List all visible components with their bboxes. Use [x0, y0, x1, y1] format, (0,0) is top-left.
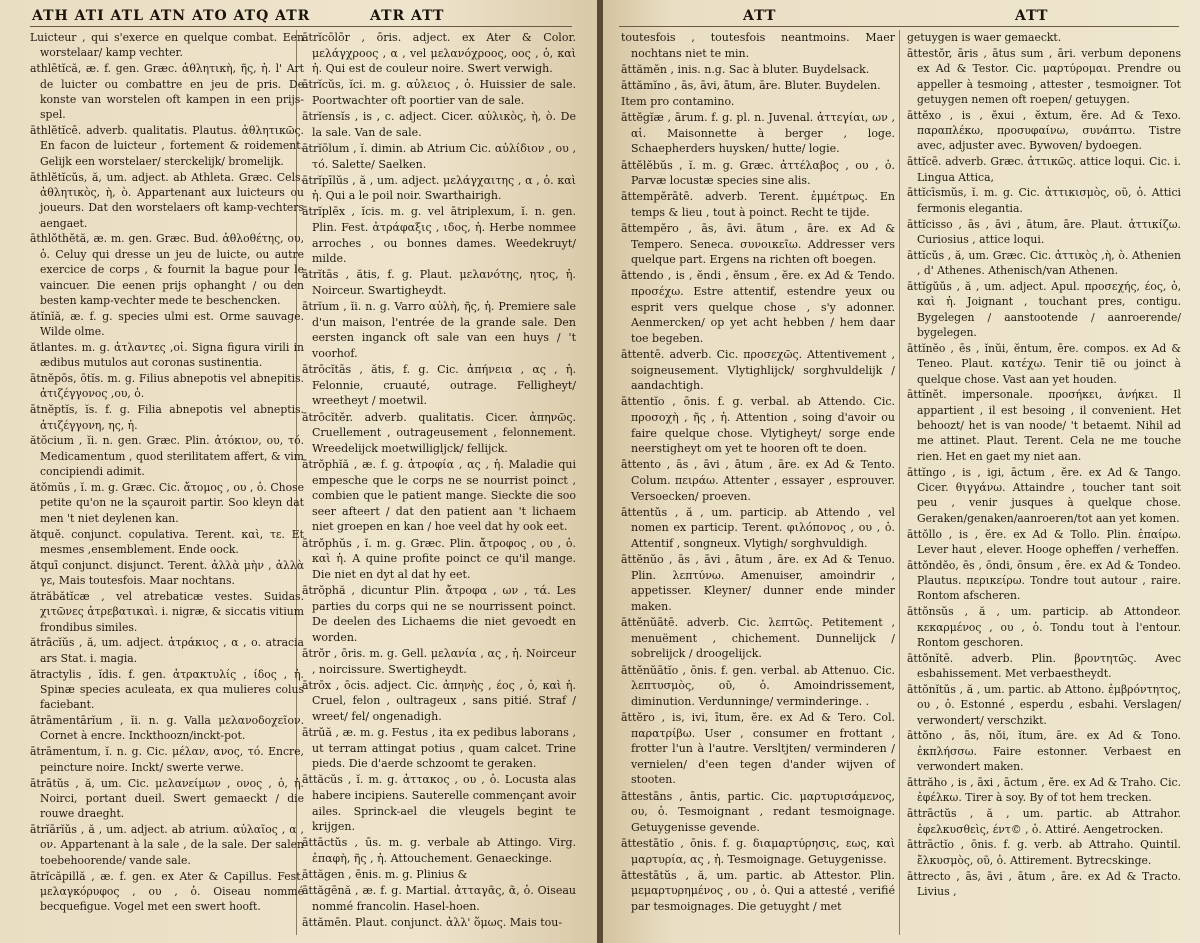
- dictionary-entry: āttĭcisso , ās , āvi , ātum, āre. Plaut. ἀττικίζω. Curiosius , attice loqui.: [907, 217, 1181, 246]
- dictionary-entry: Luicteur , qui s'exerce en quelque combat. Een worstelaar/ kamp vechter.: [30, 31, 304, 60]
- dictionary-entry: ātrŏphă , dicuntur Plin. ἄτροφα , ων , τά. Les parties du corps qui ne se nourrissent poinct. De deelen des Lichaems die niet gevoedt en worden.: [302, 583, 576, 644]
- dictionary-entry: ātrōcĭtās , ătis, f. g. Cic. ἀπήνεια , ας , ἡ. Felonnie, cruauté, outrage. Felligheyt/ wreetheyt / moetwil.: [302, 363, 576, 408]
- dictionary-entry: athlētĭcă, æ. f. gen. Græc. ἀθλητικὴ, ῆς, ἡ. l' Art de luicter ou combattre en jeu de pris. De konste van worstelen oft kampen in een prijs-spel.: [30, 62, 304, 122]
- right-running-head-left: ATT: [743, 8, 777, 24]
- left-column-1: [30, 30, 304, 915]
- dictionary-entry: āttĕnŭo , ās , āvi , ātum , āre. ex Ad & Tenuo. Plin. λεπτύνω. Amenuiser, amoindrir , appetisser. Kleyner/ dunner ende minder maken.: [621, 553, 895, 613]
- dictionary-entry: āttămēn. Plaut. conjunct. ἀλλ' ὅμως. Mais tou-: [302, 916, 563, 929]
- dictionary-entry: ātrĭpīlŭs , ă , um. adject. μελάγχαιτης , α , ὁ. καὶ ἡ. Qui a le poil noir. Swarthairigh.: [302, 173, 576, 203]
- dictionary-entry: āttrecto , ās, āvi , ātum , āre. ex Ad & Tracto. Livius ,: [907, 869, 1181, 898]
- dictionary-entry: ātrĭcăpillă , æ. f. gen. ex Ater & Capillus. Fest. μελαγκόρυφος , ου , ὁ. Oiseau nommé becquefigue. Vogel met een swert hooft.: [30, 869, 304, 914]
- dictionary-entry: āttăgen , ēnis. m. g. Plinius &: [302, 868, 468, 882]
- dictionary-entry: ătractylis , ĭdis. f. gen. ἀτρακτυλίς , ίδος , ἡ. Spinæ species aculeata, ex qua mulieres colus faciebant.: [30, 667, 304, 712]
- dictionary-entry: toutesfois , toutesfois neantmoins. Maer nochtans niet te min.: [621, 31, 895, 60]
- dictionary-entry: āttrăho , is , āxi , āctum , ĕre. ex Ad & Traho. Cic. ἐφέλκω. Tirer à soy. By of tot hem trecken.: [907, 776, 1181, 805]
- dictionary-entry: āttestŏr, āris , ātus sum , āri. verbum deponens ex Ad & Testor. Cic. μαρτύρομαι. Prendre ou appeller à tesmoing , attester , tesmoigner. Tot getuygen nemen oft roepen/ getuygen.: [907, 46, 1181, 106]
- right-column-2: [907, 30, 1181, 900]
- dictionary-entry: āttĕgĭæ , ārum. f. g. pl. n. Juvenal. ἀττεγίαι, ων , αἱ. Maisonnette à berger , loge. Schaepherders huysken/ hutte/ logie.: [621, 111, 895, 156]
- dictionary-entry: ātrĭtās , ătis, f. g. Plaut. μελανότης, ητος, ἡ. Noirceur. Swartigheydt.: [302, 268, 576, 297]
- dictionary-entry: āttŏno , ās, nŏi, ĭtum, āre. ex Ad & Tono. ἐκπλήσσω. Faire estonner. Verbaest en verwondert maken.: [907, 729, 1181, 774]
- dictionary-entry: ātrĭensĭs , is , c. adject. Cicer. αὐλικὸς, ὴ, ὸ. De la sale. Van de sale.: [302, 110, 576, 139]
- dictionary-entry: āttĕnŭātĭo , ōnis. f. gen. verbal. ab Attenuo. Cic. λεπτυσμὸς, οῦ, ὁ. Amoindrissement, diminution. Verdunninge/ verminderinge. .: [621, 663, 895, 708]
- dictionary-entry: āttendo , is , ĕndi , ĕnsum , ĕre. ex Ad & Tendo. προσέχω. Estre attentif, estendre yeux ou esprit vers quelque chose , s'y adonner. Aenmercken/ op yet acht hebben / hem daar toe begeben.: [621, 269, 895, 345]
- dictionary-entry: āttentē. adverb. Cic. προσεχῶς. Attentivement , soigneusement. Vlytighlijck/ sorghvuldelijk / aandachtigh.: [621, 348, 895, 393]
- dictionary-entry: ătŏcium , ĭi. n. gen. Græc. Plin. ἀτόκιον, ου, τό. Medicamentum , quod sterilitatem affert, & vim concipiendi adimit.: [30, 434, 304, 479]
- dictionary-entry: ātrŭă , æ. m. g. Festus , ita ex pedibus laborans , ut terram attingat potius , quam calcet. Trine pieds. Die d'aerde schzoomt te geraken.: [302, 726, 576, 771]
- dictionary-entry: ătlantes. m. g. ἀτλαντες ,οἱ. Signa figura virili in ædibus mutulos aut coronas sustinentia.: [30, 340, 304, 370]
- dictionary-entry: āttĕro , is, ivi, ītum, ĕre. ex Ad & Tero. Col. παρατρίβω. User , consumer en frottant , frotter l'un à l'autre. Versltjten/ verminderen / vernielen/ d'een tegen d'ander wijven of stooten.: [621, 710, 895, 787]
- dictionary-entry: āttŏnĭtŭs , ă , um. partic. ab Attono. ἐμβρόντητος, ου , ὁ. Estonné , esperdu , esbahi. Verslagen/ verwondert/ verschzikt.: [907, 682, 1181, 727]
- dictionary-entry: ātrĭcŭs, ĭci. m. g. αὐλειος , ὁ. Huissier de sale. Poortwachter oft poortier van de sale.: [302, 78, 576, 107]
- dictionary-entry: āttento , ās , āvi , ātum , āre. ex Ad & Tento. Colum. πειράω. Attenter , essayer , esprouver. Versoecken/ proeven.: [621, 458, 895, 503]
- dictionary-entry: āttĕxo , is , ĕxui , ĕxtum, ĕre. Ad & Texo. παραπλέκω, προσυφαίνω, συνάπτω. Tistre avec, adjuster avec. Bywoven/ bydoegen.: [907, 108, 1181, 153]
- dictionary-entry: ătrăbătĭcæ , vel atrebaticæ vestes. Suidas. χιτῶνες ἀτρεβατικαὶ. i. nigræ, & siccatis vitium frondibus similes.: [30, 589, 304, 634]
- dictionary-entry: āttŏllo , is , ĕre. ex Ad & Tollo. Plin. ἐπαίρω. Lever haut , elever. Hooge opheffen / verheffen.: [907, 527, 1181, 556]
- dictionary-entry: ătquĕ. conjunct. copulativa. Terent. καὶ, τε. Et mesmes ,ensemblement. Ende oock.: [30, 527, 304, 556]
- dictionary-entry: āttāctŭs , ūs. m. g. verbale ab Attingo. Virg. ἐπαφὴ, ῆς , ἡ. Attouchement. Genaeckinge.: [302, 836, 576, 865]
- dictionary-entry: ātrĭum , ĭi. n. g. Varro αὐλὴ, ῆς, ἡ. Premiere sale d'un maison, l'entrée de la grande sale. Den eersten inganck oft sale van een huys / 't voorhof.: [302, 300, 576, 360]
- dictionary-entry: āttĭcŭs , ă, um. Græc. Cic. ἀττικὸς ,ὴ, ὸ. Athenien , d' Athenes. Athenisch/van Athenen.: [907, 248, 1181, 278]
- dictionary-entry: āttŏnsŭs , ă , um. particip. ab Attondeor. κεκαρμένος , ου , ὁ. Tondu tout à l'entour. Rontom geschoren.: [907, 605, 1181, 649]
- dictionary-entry: āttĭcē. adverb. Græc. ἀττικῶς. attice loqui. Cic. i. Lingua Attica,: [907, 155, 1181, 184]
- dictionary-entry: āttrāctŭs , ă , um. partic. ab Attrahor. ἐφελκυσθεὶς, έντ© , ὁ. Attiré. Aengetrocken.: [907, 807, 1181, 836]
- dictionary-entry: āttĭnĕt. impersonale. προσήκει, ἀνήκει. Il appartient , il est besoing , il convenient. Het behoozt/ het is van noode/ 't betaemt. Nihil ad me attinet. Plaut. Terent. Cela ne me touche rien. Het en gaet my niet aan.: [907, 388, 1181, 463]
- dictionary-entry: āttrāctĭo , ōnis. f. g. verb. ab Attraho. Quintil. ἔλκυσμὸς, οῦ, ὁ. Attirement. Bytrecskinge.: [907, 838, 1181, 867]
- right-page: [603, 0, 1200, 943]
- right-running-head-right: ATT: [1015, 8, 1049, 24]
- dictionary-entry: ātrĭplēx , ĭcis. m. g. vel ātriplexum, ĭ. n. gen. Plin. Fest. ἀτράφαξις , ιδος, ἡ. Herbe nommee arroches , ou bonnes dames. Weedekruyt/ milde.: [302, 205, 576, 266]
- dictionary-entry: āttestātĭo , ōnis. f. g. διαμαρτύρησις, εως, καὶ μαρτυρία, ας , ἡ. Tesmoignage. Getuygenisse.: [621, 836, 895, 866]
- dictionary-entry: āttestātŭs , ă, um. partic. ab Attestor. Plin. μεμαρτυρημένος , ου , ὁ. Qui a attesté , verifié par tesmoignages. Die getuyght / met: [621, 868, 895, 913]
- header-rule: [619, 26, 1179, 27]
- dictionary-entry: āthlĕtĭcē. adverb. qualitatis. Plautus. ἀθλητικῶς. En facon de luicteur , fortement & roidement. Gelijk een worstelaer/ sterckelijk/ bromelijk.: [30, 124, 304, 168]
- dictionary-entry: āttempĕrātē. adverb. Terent. ἐμμέτρως. En temps & lieu , tout à poinct. Recht te tijde.: [621, 190, 895, 219]
- dictionary-entry: ătrācĭŭs , ă, um. adject. ἀτράκιος , α , ο. atracia ars Stat. i. magia.: [30, 636, 304, 665]
- right-column-1: [621, 30, 895, 915]
- dictionary-entry: āttĭcīsmŭs, ĭ. m. g. Cic. ἀττικισμὸς, οῦ, ὁ. Attici fermonis elegantia.: [907, 186, 1181, 215]
- left-column-2: [302, 30, 576, 931]
- dictionary-entry: āttămĕn , inis. n.g. Sac à bluter. Buydelsack.: [621, 62, 870, 76]
- dictionary-entry: āttŏndĕo, ēs , ōndi, ōnsum , ēre. ex Ad & Tondeo. Plautus. περικείρω. Tondre tout autour , raire. Rontom afscheren.: [907, 558, 1181, 603]
- dictionary-entry: ătquī conjunct. disjunct. Terent. ἀλλὰ μὴν , ἀλλὰ γε, Mais toutesfois. Maar nochtans.: [30, 558, 304, 588]
- dictionary-entry: ātrātŭs , ă, um. Cic. μελανείμων , ονος , ὁ, ἡ. Noirci, portant dueil. Swert gemaeckt / die rouwe draeght.: [30, 776, 304, 821]
- dictionary-entry: āthlĕtĭcŭs, ă, um. adject. ab Athleta. Græc. Cels. ἀθλητικὸς, ὴ, ὸ. Appartenant aux luicteurs ou joueurs. Dat den worstelaers oft kamp-vechters aengaet.: [30, 170, 304, 230]
- dictionary-entry: ātrŏr , ōris. m. g. Gell. μελανία , ας , ἡ. Noirceur , noircissure. Swertigheydt.: [302, 646, 576, 676]
- dictionary-entry: ātrŏphĭă , æ. f. g. ἀτροφία , ας , ἡ. Maladie qui empesche que le corps ne se nourrist poinct , combien que le patient mange. Sieckte die soo seer afteert / dat den patient aan 't lichaem niet groepen en kan / hoe veel dat hy ook eet.: [302, 457, 576, 534]
- column-rule: [899, 30, 900, 935]
- dictionary-entry: getuygen is waer gemaeckt.: [907, 31, 1062, 44]
- header-rule: [30, 26, 572, 27]
- dictionary-entry: ātrŏphŭs , ĭ. m. g. Græc. Plin. ἄτροφος , ου , ὁ. καὶ ἡ. A quine profite poinct ce qu'il mange. Die niet en dyt al dat hy eet.: [302, 536, 576, 581]
- dictionary-entry: āttăcŭs , ĭ. m. g. ἀττακος , ου , ὁ. Locusta alas habere incipiens. Sauterelle commençant avoir ailes. Sprinck-ael die vleugels begint te krijgen.: [302, 773, 576, 834]
- dictionary-entry: ătĭnĭă, æ. f. g. species ulmi est. Orme sauvage. Wilde olme.: [30, 309, 304, 339]
- dictionary-entry: āthlŏthĕtă, æ. m. gen. Græc. Bud. ἀθλοθέτης, ου, ὁ. Celuy qui dresse un jeu de luicte, ou autre exercice de corps , & fournit la bague pour le vaincuer. Die eenen prijs ophanght / ou den besten kamp-vechter mede te beschencken.: [30, 232, 304, 307]
- dictionary-entry: āttĭngo , is , igi, āctum , ĕre. ex Ad & Tango. Cicer. θιγγάνω. Attaindre , toucher tant soit peu , venir jusques à quelque chose. Geraken/genaken/aanroeren/tot aan yet komen.: [907, 465, 1181, 525]
- left-running-head-left: ATH ATI ATL ATN ATO ATQ ATR: [32, 8, 311, 24]
- dictionary-entry: āttestāns , āntis, partic. Cic. μαρτυρισάμενος, ου, ὁ. Tesmoignant , redant tesmoignage. Getuygenisse gevende.: [621, 789, 895, 834]
- dictionary-entry: āttămĭno , ās, āvi, ātum, āre. Bluter. Buydelen.: [621, 78, 881, 92]
- dictionary-entry: ātrĭārĭŭs , ă , um. adject. ab atrium. αὐλαῖος , α , ον. Appartenant à la sale , de la sale. Der salen toebehoorende/ vande sale.: [30, 823, 304, 867]
- dictionary-entry: ātnĕptĭs, ĭs. f. g. Filia abnepotis vel abneptis. ἀτιζέγγονη, ης, ἡ.: [30, 403, 304, 432]
- dictionary-entry: āttentŭs , ă , um. particip. ab Attendo , vel nomen ex particip. Terent. φιλόπονος , ου , ὁ. Attentif , songneux. Vlytigh/ sorghvuldigh.: [621, 505, 895, 550]
- dictionary-entry: ātrōcĭtĕr. adverb. qualitatis. Cicer. ἀπηνῶς. Cruellement , outrageusement , felonnement. Wreedelijck moetwilligljck/ fellijck.: [302, 410, 576, 455]
- dictionary-entry: ātrĭōlum , ĭ. dimin. ab Atrium Cic. αὐλίδιον , ου , τό. Salette/ Saelken.: [302, 141, 576, 171]
- left-page: [0, 0, 597, 943]
- dictionary-entry: āttĭnĕo , ēs , ĭnŭi, ĕntum, ēre. compos. ex Ad & Teneo. Plaut. κατέχω. Tenir tiē ou joinct à quelque chose. Vast aan yet houden.: [907, 341, 1181, 386]
- dictionary-entry: āttĕnŭātē. adverb. Cic. λεπτῶς. Petitement , menuëment , chichement. Dunnelijck / sobrelijck / droogelijck.: [621, 616, 895, 661]
- dictionary-entry: āttŏnĭtē. adverb. Plin. βροντητῶς. Avec esbahissement. Met verbaestheydt.: [907, 651, 1181, 681]
- dictionary-entry: ātrĭcōlōr , ōris. adject. ex Ater & Color. μελάγχροος , α , vel μελανόχροος, οος , ὁ, καὶ ἡ. Qui est de couleur noire. Swert verwigh.: [302, 31, 576, 76]
- dictionary-entry: Item pro contamino.: [621, 95, 735, 108]
- left-running-head-right: ATR ATT: [370, 8, 445, 24]
- dictionary-entry: āttĭgŭŭs , ă , um. adject. Apul. προσεχής, έος, ὁ, καὶ ἡ. Joignant , touchant pres, contigu. Bygelegen / aanstootende / aanroerende/ bygelegen.: [907, 280, 1181, 340]
- dictionary-entry: ātnĕpōs, ōtĭs. m. g. Filius abnepotis vel abnepitis. ἀτιζέγγονος ,ου, ὁ.: [30, 372, 304, 401]
- dictionary-entry: ātrāmentum, ĭ. n. g. Cic. μέλαν, ανος, τό. Encre, peincture noire. Inckt/ swerte verwe.: [30, 745, 304, 774]
- dictionary-entry: āttentĭo , ōnis. f. g. verbal. ab Attendo. Cic. προσοχὴ , ῆς , ἡ. Attention , soing d'avoir ou faire quelque chose. Vlytigheyt/ sorge ende neerstigheyt om yet te hooren oft te doen.: [621, 395, 895, 456]
- dictionary-entry: āttăgēnă , æ. f. g. Martial. ἀτταγᾶς, ᾶ, ὁ. Oiseau nommé francolin. Hasel-hoen.: [302, 884, 576, 913]
- dictionary-entry: ātrāmentārĭum , ĭi. n. g. Valla μελανοδοχεῖον. Cornet à encre. Inckthoozn/inckt-pot.: [30, 714, 304, 743]
- dictionary-entry: ātrōx , ōcis. adject. Cic. ἀπηνὴς , έος , ὁ, καὶ ἡ. Cruel, felon , oultrageux , sans pitié. Straf / wreet/ fel/ ongenadigh.: [302, 678, 576, 723]
- dictionary-entry: āttempĕro , ās, āvi. ātum , āre. ex Ad & Tempero. Seneca. συνοικεῖω. Addresser vers quelque part. Ergens na richten oft boegen.: [621, 222, 895, 267]
- dictionary-entry: āttĕlĕbŭs , ĭ. m. g. Græc. ἀττέλαβος , ου , ὁ. Parvæ locustæ species sine alis.: [621, 158, 895, 188]
- dictionary-entry: ătŏmŭs , ĭ. m. g. Græc. Cic. ἄτομος , ου , ὁ. Chose petite qu'on ne la sçauroit partir. Soo kleyn dat men 't niet deylenen kan.: [30, 480, 304, 525]
